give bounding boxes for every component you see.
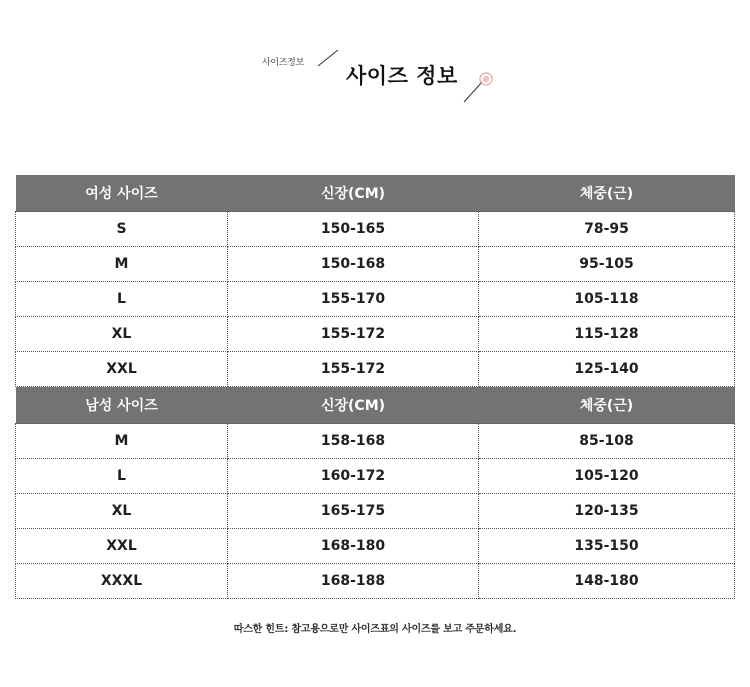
weight-cell: 148-180: [479, 564, 735, 599]
height-cell: 150-165: [228, 212, 479, 247]
women-size-section: [16, 175, 735, 387]
table-row: [16, 564, 735, 599]
height-header: 신장(CM): [228, 387, 479, 424]
men-size-section: [16, 387, 735, 599]
table-row: [16, 352, 735, 387]
size-cell: XL: [16, 317, 228, 352]
table-row: [16, 494, 735, 529]
size-cell: XXXL: [16, 564, 228, 599]
pin-decoration-icon: [462, 70, 496, 104]
height-cell: 168-188: [228, 564, 479, 599]
men-size-header: 남성 사이즈: [16, 387, 228, 424]
table-row: [16, 247, 735, 282]
table-row: [16, 282, 735, 317]
weight-cell: 95-105: [479, 247, 735, 282]
size-cell: S: [16, 212, 228, 247]
height-cell: 150-168: [228, 247, 479, 282]
weight-cell: 85-108: [479, 424, 735, 459]
size-cell: M: [16, 424, 228, 459]
height-cell: 160-172: [228, 459, 479, 494]
height-cell: 155-172: [228, 317, 479, 352]
weight-cell: 135-150: [479, 529, 735, 564]
size-info-small-label: 사이즈정보: [262, 58, 304, 68]
women-size-header: 여성 사이즈: [16, 175, 228, 212]
weight-cell: 125-140: [479, 352, 735, 387]
women-header-row: [16, 175, 735, 212]
size-cell: L: [16, 282, 228, 317]
table-row: [16, 212, 735, 247]
weight-header: 체중(근): [479, 175, 735, 212]
size-cell: XXL: [16, 352, 228, 387]
size-table: [15, 175, 735, 599]
height-cell: 155-172: [228, 352, 479, 387]
slash-decoration-icon: [316, 48, 340, 68]
size-cell: XL: [16, 494, 228, 529]
table-row: [16, 529, 735, 564]
weight-cell: 115-128: [479, 317, 735, 352]
weight-cell: 120-135: [479, 494, 735, 529]
table-row: [16, 459, 735, 494]
size-chart: [15, 175, 734, 599]
weight-header: 체중(근): [479, 387, 735, 424]
men-header-row: [16, 387, 735, 424]
height-cell: 168-180: [228, 529, 479, 564]
size-cell: M: [16, 247, 228, 282]
height-header: 신장(CM): [228, 175, 479, 212]
table-row: [16, 424, 735, 459]
footer-hint: 따스한 힌트: 참고용으로만 사이즈표의 사이즈를 보고 주문하세요.: [233, 624, 517, 635]
height-cell: 158-168: [228, 424, 479, 459]
weight-cell: 105-118: [479, 282, 735, 317]
weight-cell: 78-95: [479, 212, 735, 247]
table-row: [16, 317, 735, 352]
size-cell: L: [16, 459, 228, 494]
page-title: 사이즈 정보: [346, 64, 458, 88]
height-cell: 155-170: [228, 282, 479, 317]
height-cell: 165-175: [228, 494, 479, 529]
weight-cell: 105-120: [479, 459, 735, 494]
size-cell: XXL: [16, 529, 228, 564]
